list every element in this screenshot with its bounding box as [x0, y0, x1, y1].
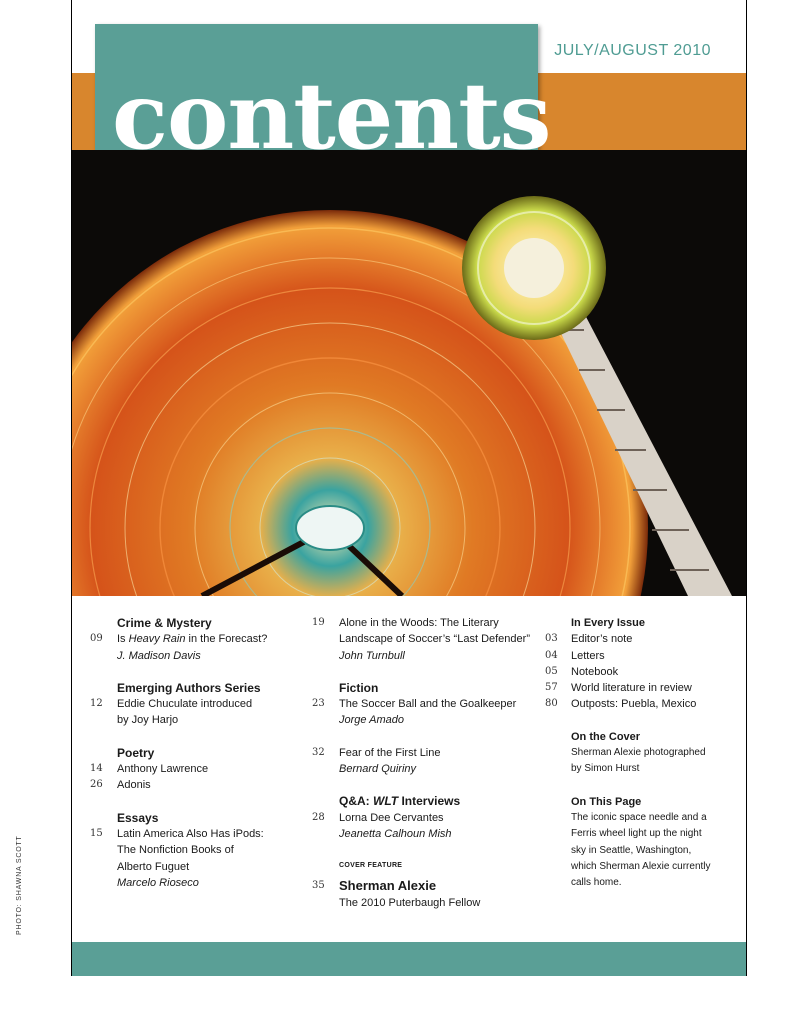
- article-author: Jeanetta Calhoun Mish: [339, 827, 452, 840]
- page-number: 80: [545, 698, 558, 710]
- page-number: 05: [545, 665, 558, 677]
- article-title: Outposts: Puebla, Mexico: [571, 698, 697, 711]
- photo-credit: PHOTO: SHAWNA SCOTT: [16, 835, 23, 935]
- page-number: 26: [90, 779, 103, 791]
- page-number: 09: [90, 633, 103, 645]
- article-title-italic: Heavy Rain: [128, 633, 186, 646]
- article-title: Lorna Dee Cervantes: [339, 811, 444, 824]
- article-title-part: in the Forecast?: [185, 633, 268, 646]
- article-title: Adonis: [117, 779, 151, 792]
- article-entry[interactable]: [90, 761, 300, 777]
- page-number: 57: [545, 682, 558, 694]
- article-author: Bernard Quiriny: [339, 763, 417, 776]
- page-number: 04: [545, 649, 558, 661]
- article-entry[interactable]: [545, 680, 740, 696]
- heading-italic: WLT: [373, 794, 399, 809]
- page-note-line: calls home.: [571, 877, 622, 889]
- article-title-continued: by Joy Harjo: [117, 714, 179, 727]
- article-title: Letters: [571, 649, 605, 662]
- page-note-line: The iconic space needle and a: [571, 811, 707, 823]
- page-number: 03: [545, 633, 558, 645]
- article-entry[interactable]: [545, 664, 740, 680]
- article-entry[interactable]: [90, 631, 300, 647]
- page-note-line: Ferris wheel light up the night: [571, 828, 702, 840]
- feature-subtitle: The 2010 Puterbaugh Fellow: [339, 896, 481, 909]
- article-entry[interactable]: [90, 696, 300, 712]
- article-entry[interactable]: [312, 810, 537, 826]
- article-entry[interactable]: [312, 615, 537, 631]
- article-entry[interactable]: [545, 631, 740, 647]
- article-entry[interactable]: [545, 696, 740, 712]
- issue-date: JULY/AUGUST 2010: [554, 42, 711, 59]
- cover-note-line: Sherman Alexie photographed: [571, 747, 706, 759]
- section-heading-on-the-cover: On the Cover: [571, 730, 641, 743]
- article-title: Fear of the First Line: [339, 746, 441, 759]
- article-title-continued: Landscape of Soccer’s “Last Defender”: [339, 633, 530, 646]
- article-author: J. Madison Davis: [117, 649, 201, 662]
- article-author: Jorge Amado: [339, 714, 405, 727]
- cover-feature-label: COVER FEATURE: [339, 862, 403, 870]
- section-heading-qa-interviews: [312, 793, 537, 809]
- feature-name: Sherman Alexie: [339, 877, 437, 893]
- cover-note-line: by Simon Hurst: [571, 763, 640, 775]
- page-note-line: sky in Seattle, Washington,: [571, 844, 692, 856]
- section-heading-essays: Essays: [117, 810, 159, 825]
- article-entry[interactable]: [90, 826, 300, 842]
- contents-column-3: [545, 615, 740, 891]
- article-title: Anthony Lawrence: [117, 763, 209, 776]
- contents-column-1: [90, 615, 300, 891]
- article-title: World literature in review: [571, 682, 692, 695]
- page-number: 15: [90, 827, 103, 839]
- article-title-continued: The Nonfiction Books of: [117, 844, 234, 857]
- page-number: 19: [312, 617, 325, 628]
- night-photo-illustration: [72, 150, 746, 596]
- article-author: Marcelo Rioseco: [117, 876, 199, 889]
- contents-column-2: [312, 615, 537, 911]
- article-author: John Turnbull: [339, 649, 405, 662]
- page-number: 23: [312, 698, 325, 710]
- article-entry[interactable]: [312, 878, 537, 895]
- article-title: The Soccer Ball and the Goalkeeper: [339, 698, 517, 711]
- section-heading-emerging-authors: Emerging Authors Series: [117, 680, 261, 695]
- footer-bar: [72, 942, 746, 976]
- page-number: 28: [312, 811, 325, 823]
- section-heading-fiction: Fiction: [339, 680, 379, 695]
- article-title: Alone in the Woods: The Literary: [339, 617, 499, 629]
- article-title-part: Is: [117, 633, 129, 646]
- page-number: 35: [312, 879, 325, 891]
- article-entry[interactable]: [312, 696, 537, 712]
- page-number: 32: [312, 746, 325, 758]
- section-heading-in-every-issue: In Every Issue: [571, 617, 645, 629]
- article-title: Notebook: [571, 665, 619, 678]
- page-number: 12: [90, 698, 103, 710]
- page-number: 14: [90, 763, 103, 775]
- heading-part: Interviews: [398, 794, 461, 809]
- heading-part: Q&A:: [339, 794, 373, 809]
- article-title: Eddie Chuculate introduced: [117, 698, 253, 711]
- page-title: contents: [112, 68, 551, 150]
- section-heading-on-this-page: On This Page: [571, 795, 642, 808]
- section-heading-poetry: Poetry: [117, 745, 155, 760]
- cover-photo-space-needle-ferris-wheel: [72, 150, 746, 596]
- article-entry[interactable]: [312, 745, 537, 761]
- article-entry[interactable]: [545, 648, 740, 664]
- article-entry[interactable]: [90, 777, 300, 793]
- article-title: Editor’s note: [571, 633, 633, 646]
- ferris-wheel-hub: [296, 506, 364, 550]
- section-heading-crime-mystery: Crime & Mystery: [117, 616, 212, 630]
- article-title-continued: Alberto Fuguet: [117, 860, 190, 873]
- article-title: Latin America Also Has iPods:: [117, 827, 264, 840]
- page-note-line: which Sherman Alexie currently: [571, 860, 711, 872]
